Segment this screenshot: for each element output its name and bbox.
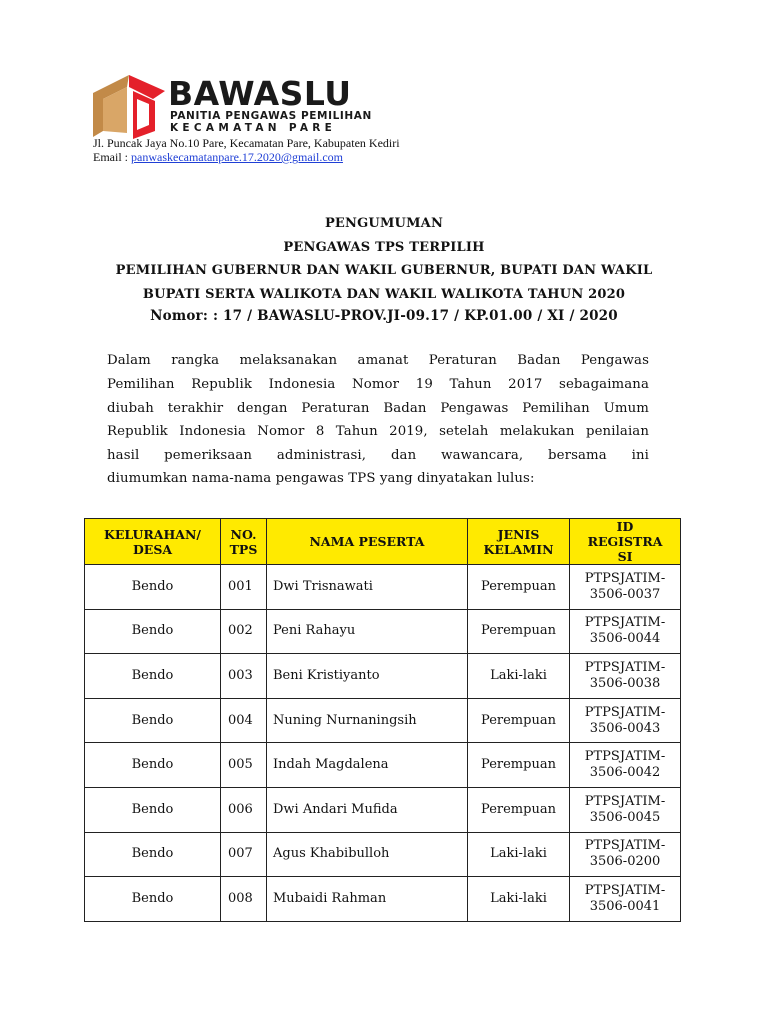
cell-kelamin: Perempuan [468,609,570,654]
cell-kelamin: Perempuan [468,787,570,832]
cell-kelamin: Laki-laki [468,654,570,699]
email-line [93,151,343,163]
email-label: Email : [93,150,131,164]
cell-id: PTPSJATIM- 3506-0044 [570,609,681,654]
email-link[interactable]: panwaskecamatanpare.17.2020@gmail.com [131,150,343,164]
header-no-tps: NO. TPS [221,519,267,565]
cell-desa: Bendo [85,877,221,922]
cell-id: PTPSJATIM- 3506-0038 [570,654,681,699]
cell-nama: Dwi Andari Mufida [267,787,468,832]
election-title-line-1: PEMILIHAN GUBERNUR DAN WAKIL GUBERNUR, BUPATI DAN WAKIL [115,263,653,278]
table-row [85,654,681,699]
body-line: Republik Indonesia Nomor 8 Tahun 2019, setelah melakukan penilaian [107,424,649,439]
cell-nama: Agus Khabibulloh [267,832,468,877]
header-kelurahan-desa: KELURAHAN/ DESA [85,519,221,565]
body-line: hasil pemeriksaan administrasi, dan wawancara, bersama ini [107,448,649,463]
cell-nama: Mubaidi Rahman [267,877,468,922]
cell-tps: 004 [221,698,267,743]
cell-tps: 006 [221,787,267,832]
body-line: diubah terakhir dengan Peraturan Badan Pengawas Pemilihan Umum [107,401,649,416]
cell-tps: 001 [221,565,267,610]
cell-tps: 005 [221,743,267,788]
cell-id: PTPSJATIM- 3506-0200 [570,832,681,877]
body-line: Dalam rangka melaksanakan amanat Peraturan Badan Pengawas [107,353,649,368]
body-line: Pemilihan Republik Indonesia Nomor 19 Tahun 2017 sebagaimana [107,377,649,392]
cell-id: PTPSJATIM- 3506-0041 [570,877,681,922]
cell-tps: 002 [221,609,267,654]
header-nama-peserta: NAMA PESERTA [267,519,468,565]
cell-kelamin: Perempuan [468,743,570,788]
cell-id: PTPSJATIM- 3506-0045 [570,787,681,832]
cell-kelamin: Laki-laki [468,832,570,877]
table-row [85,743,681,788]
election-title-line-2: BUPATI SERTA WALIKOTA DAN WAKIL WALIKOTA TAHUN 2020 [142,287,626,302]
cell-desa: Bendo [85,609,221,654]
office-address: Jl. Puncak Jaya No.10 Pare, Kecamatan Pare, Kabupaten Kediri [93,136,400,150]
decree-number: Nomor: : 17 / BAWASLU-PROV.JI-09.17 / KP.01.00 / XI / 2020 [150,308,618,324]
cell-kelamin: Perempuan [468,565,570,610]
table-row [85,609,681,654]
results-table [84,518,681,922]
cell-desa: Bendo [85,698,221,743]
cell-nama: Beni Kristiyanto [267,654,468,699]
cell-desa: Bendo [85,787,221,832]
cell-id: PTPSJATIM- 3506-0042 [570,743,681,788]
table-row [85,698,681,743]
cell-tps: 007 [221,832,267,877]
table-row [85,832,681,877]
cell-nama: Nuning Nurnaningsih [267,698,468,743]
cell-kelamin: Laki-laki [468,877,570,922]
results-table-wrapper [84,518,680,922]
table-row [85,787,681,832]
cell-tps: 008 [221,877,267,922]
table-row [85,877,681,922]
logo-subtitle-2: KECAMATAN PARE [170,122,337,134]
cell-tps: 003 [221,654,267,699]
header-id-registrasi: ID REGISTRA SI [570,519,681,565]
announcement-subheading: PENGAWAS TPS TERPILIH [283,240,485,255]
header-jenis-kelamin: JENIS KELAMIN [468,519,570,565]
cell-nama: Peni Rahayu [267,609,468,654]
cell-desa: Bendo [85,743,221,788]
bawaslu-logo-icon [93,73,165,139]
announcement-heading: PENGUMUMAN [324,216,444,231]
cell-desa: Bendo [85,654,221,699]
table-row [85,565,681,610]
body-line: diumumkan nama-nama pengawas TPS yang dinyatakan lulus: [107,471,535,486]
cell-id: PTPSJATIM- 3506-0043 [570,698,681,743]
cell-kelamin: Perempuan [468,698,570,743]
cell-id: PTPSJATIM- 3506-0037 [570,565,681,610]
cell-nama: Dwi Trisnawati [267,565,468,610]
logo-subtitle-1: PANITIA PENGAWAS PEMILIHAN [170,110,372,122]
table-header-row [85,519,681,565]
cell-nama: Indah Magdalena [267,743,468,788]
logo-wordmark: BAWASLU [168,74,352,113]
cell-desa: Bendo [85,832,221,877]
cell-desa: Bendo [85,565,221,610]
